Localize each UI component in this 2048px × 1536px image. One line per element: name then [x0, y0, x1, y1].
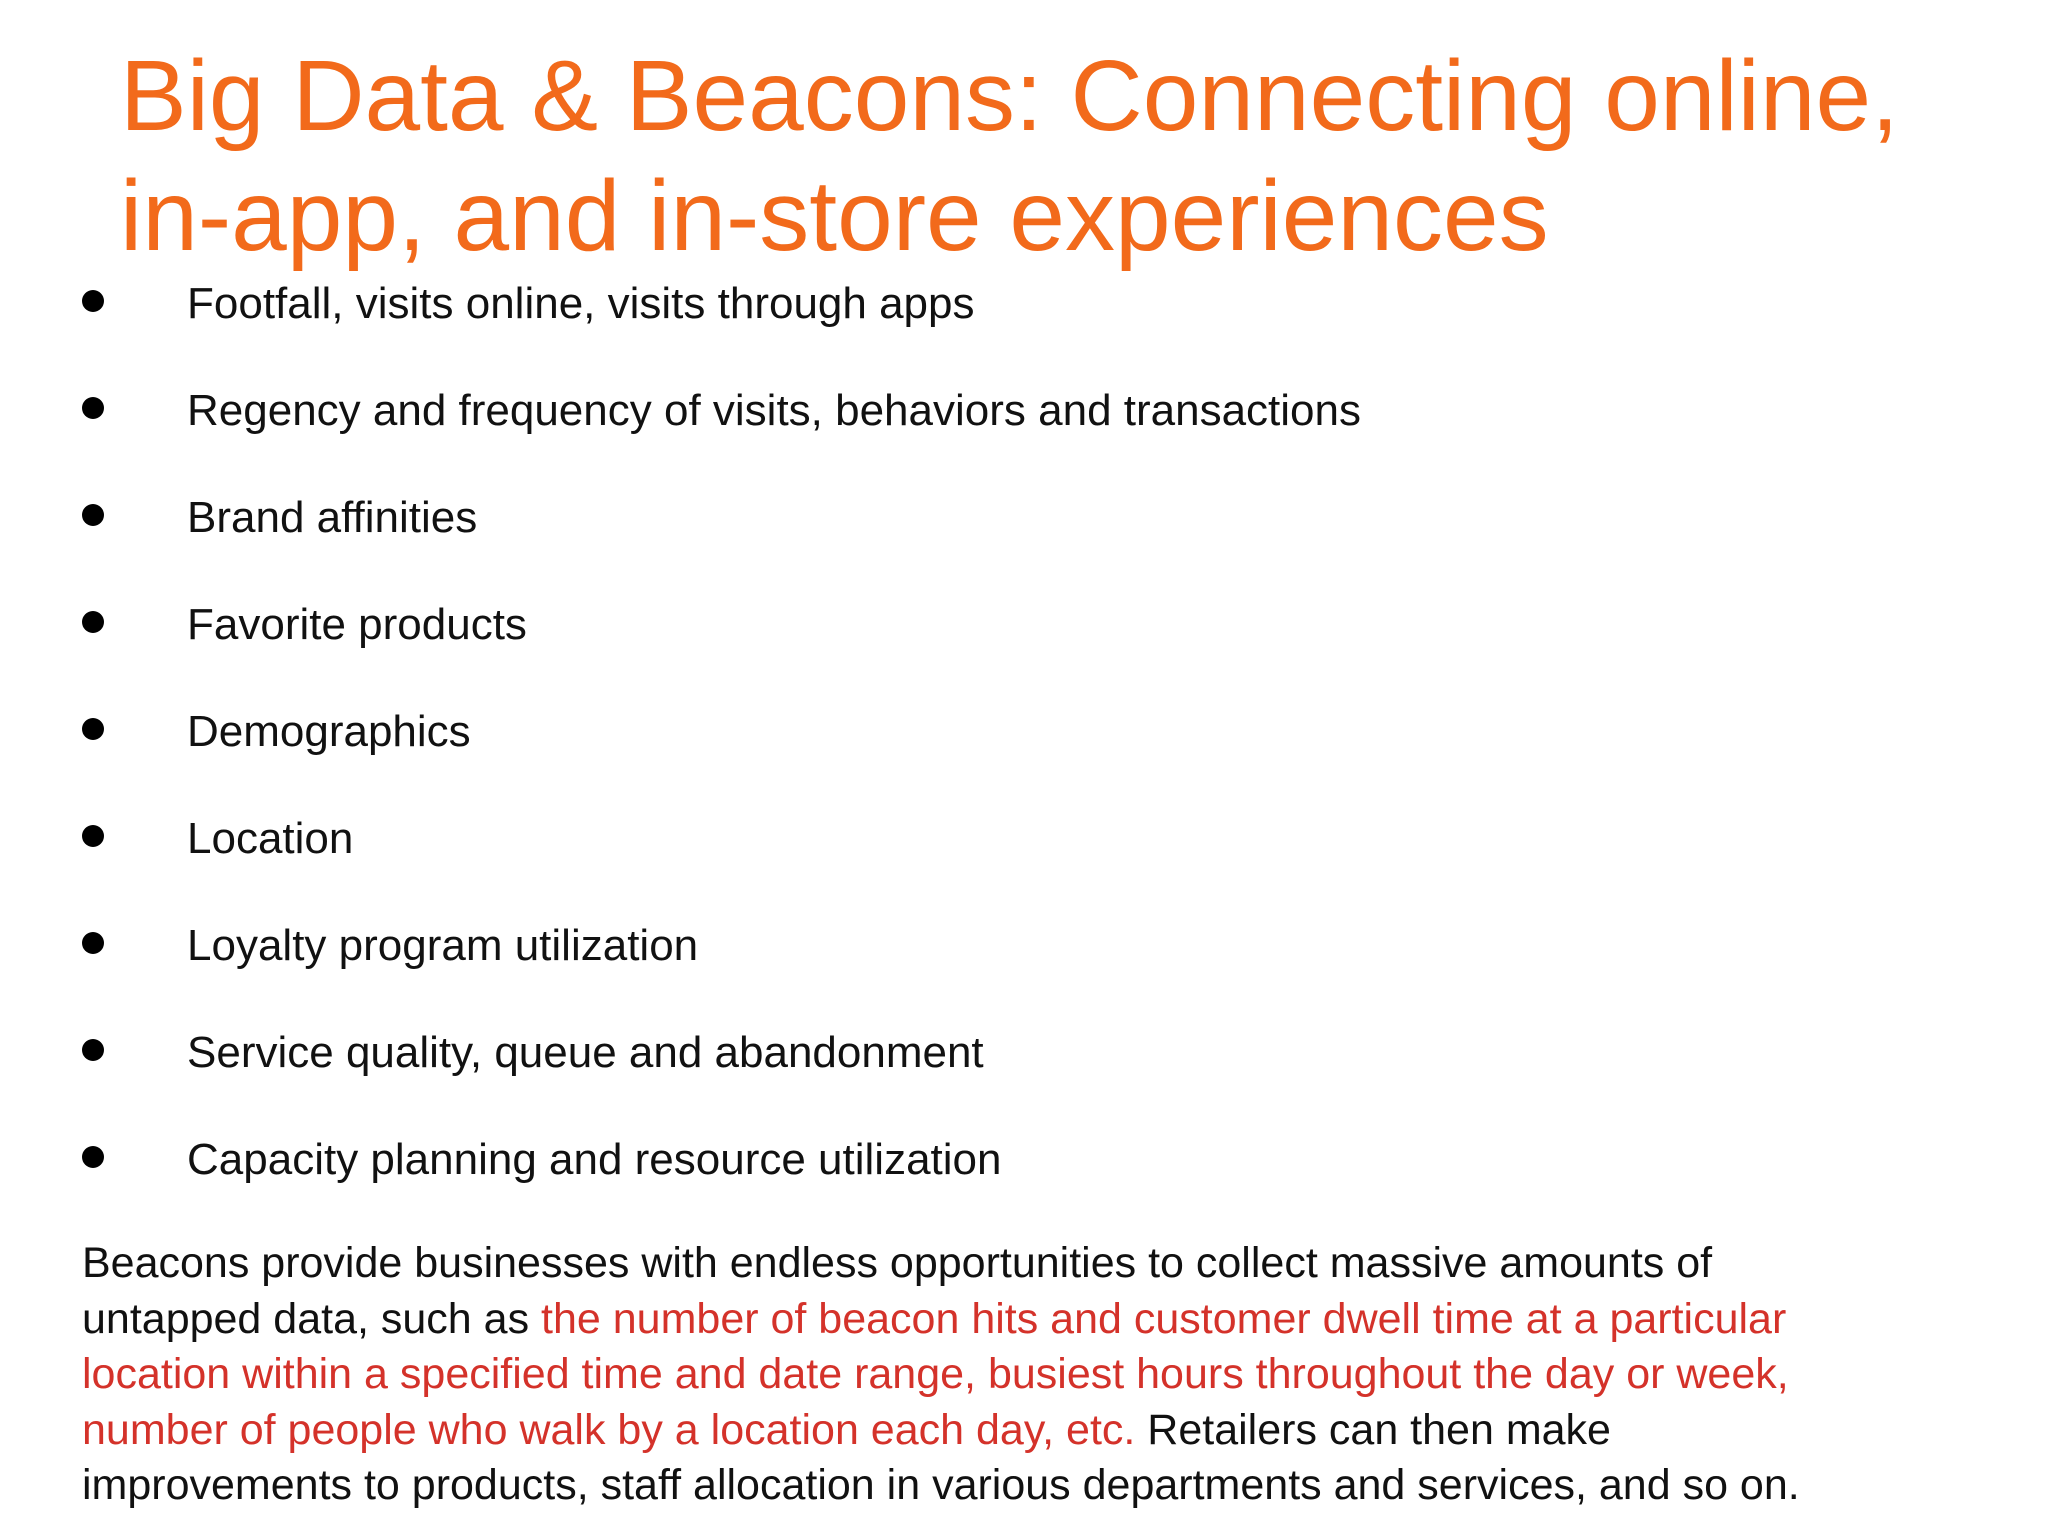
bullet-dot-icon [82, 825, 104, 847]
bullet-text: Location [187, 814, 354, 863]
bullet-text: Regency and frequency of visits, behaviors and transactions [187, 386, 1361, 435]
paragraph-text-highlight: the number of beacon hits and customer dwell time at a particular [541, 1294, 1787, 1343]
bullet-item [0, 914, 2048, 1021]
bullet-dot-icon [82, 504, 104, 526]
bullet-item [0, 1021, 2048, 1128]
slide-title-line-2: in-app, and in-store experiences [120, 160, 1549, 272]
bullet-dot-icon [82, 397, 104, 419]
bullet-text: Brand affinities [187, 493, 478, 542]
bullet-item [0, 700, 2048, 807]
bullet-text: Footfall, visits online, visits through apps [187, 279, 975, 328]
bullet-item [0, 807, 2048, 914]
slide-title-line-1: Big Data & Beacons: Connecting online, [120, 40, 1899, 152]
paragraph-text-plain: untapped data, such as [82, 1294, 542, 1343]
slide-title [120, 36, 2000, 276]
paragraph-line-3: location within a specified time and date range, busiest hours throughout the day or week, [82, 1350, 1789, 1398]
bullet-text: Capacity planning and resource utilization [187, 1135, 1002, 1184]
bullet-item [0, 272, 2048, 379]
bullet-item [0, 1128, 2048, 1235]
bullet-dot-icon [82, 1146, 104, 1168]
bullet-dot-icon [82, 1039, 104, 1061]
bullet-item [0, 593, 2048, 700]
bullet-dot-icon [82, 718, 104, 740]
paragraph-line-4 [82, 1403, 2032, 1459]
paragraph-text-highlight: number of people who walk by a location each day, etc. [82, 1405, 1136, 1454]
bullet-dot-icon [82, 611, 104, 633]
bullet-item [0, 486, 2048, 593]
paragraph-text-plain: Retailers can then make [1135, 1405, 1611, 1454]
bullet-text: Loyalty program utilization [187, 921, 699, 970]
bullet-dot-icon [82, 290, 104, 312]
paragraph-line-1: Beacons provide businesses with endless opportunities to collect massive amounts of [82, 1239, 1713, 1287]
bullet-list [0, 272, 2048, 1235]
bullet-item [0, 379, 2048, 486]
paragraph-line-5: improvements to products, staff allocation in various departments and services, and so on. [82, 1461, 1800, 1509]
bullet-dot-icon [82, 932, 104, 954]
paragraph-line-2 [82, 1292, 2032, 1348]
bullet-text: Favorite products [187, 600, 527, 649]
bullet-text: Service quality, queue and abandonment [187, 1028, 984, 1077]
bullet-text: Demographics [187, 707, 471, 756]
summary-paragraph [82, 1236, 2032, 1514]
